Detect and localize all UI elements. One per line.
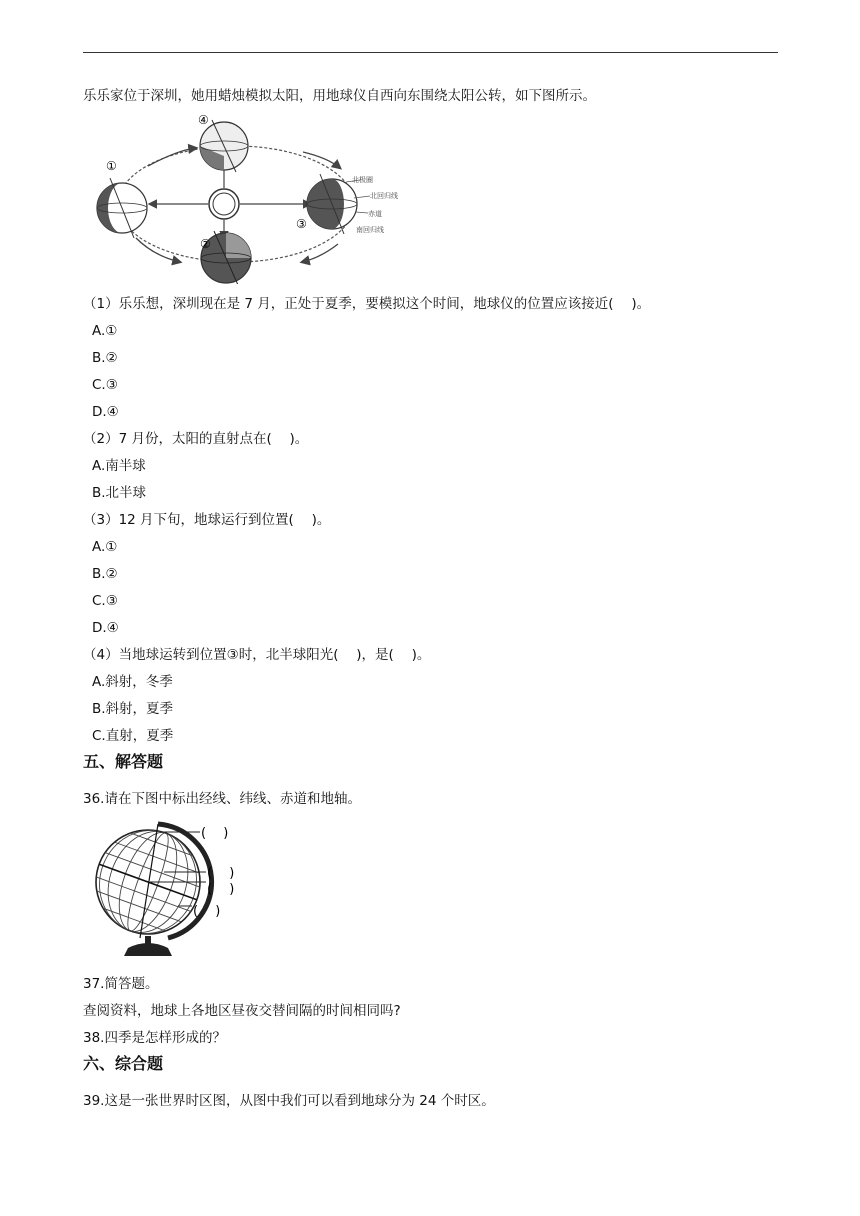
sun-icon — [209, 189, 239, 219]
pos4-label: ④ — [198, 113, 209, 127]
tropic-capricorn-label: 南回归线 — [356, 226, 384, 234]
q1-option-b[interactable]: B.② — [92, 350, 118, 366]
q3-option-b[interactable]: B.② — [92, 566, 118, 582]
arctic-circle-label: 北极圈 — [352, 176, 373, 184]
earth-position-3 — [307, 174, 357, 234]
tropic-cancer-label: 北回归线 — [370, 192, 398, 200]
q36-stem: 36.请在下图中标出经线、纬线、赤道和地轴。 — [83, 791, 361, 807]
globe-blank-2[interactable]: ( ) — [207, 866, 235, 881]
q4-option-b[interactable]: B.斜射，夏季 — [92, 701, 174, 717]
q3-option-c[interactable]: C.③ — [92, 593, 118, 609]
q39-stem: 39.这是一张世界时区图，从图中我们可以看到地球分为 24 个时区。 — [83, 1093, 495, 1109]
earth-position-4 — [200, 120, 248, 172]
pos3-label: ③ — [296, 217, 307, 231]
q1-option-c[interactable]: C.③ — [92, 377, 118, 393]
q4-option-c[interactable]: C.直射，夏季 — [92, 728, 174, 744]
q37-stem: 37.简答题。 — [83, 976, 159, 992]
pos2-label: ② — [200, 237, 211, 251]
pos1-label: ① — [106, 159, 117, 173]
earth-position-1 — [97, 178, 147, 238]
globe-diagram — [88, 820, 268, 964]
q1-option-a[interactable]: A.① — [92, 323, 118, 339]
q1-stem: （1）乐乐想，深圳现在是 7 月，正处于夏季，要模拟这个时间，地球仪的位置应该接近( )。 — [83, 296, 651, 312]
q38-stem: 38.四季是怎样形成的？ — [83, 1030, 226, 1046]
section-6-heading: 六、综合题 — [83, 1054, 164, 1073]
header-rule — [83, 52, 778, 53]
q2-option-b[interactable]: B.北半球 — [92, 485, 147, 501]
q4-stem: （4）当地球运转到位置③时，北半球阳光( )，是( )。 — [83, 647, 431, 663]
section-5-heading: 五、解答题 — [83, 752, 164, 771]
q4-option-a[interactable]: A.斜射，冬季 — [92, 674, 173, 690]
q2-stem: （2）7 月份，太阳的直射点在( )。 — [83, 431, 309, 447]
globe-blank-3[interactable]: ( ) — [207, 882, 235, 897]
intro-text: 乐乐家位于深圳，她用蜡烛模拟太阳，用地球仪自西向东围绕太阳公转，如下图所示。 — [83, 88, 596, 104]
q3-stem: （3）12 月下旬，地球运行到位置( )。 — [83, 512, 331, 528]
q3-option-a[interactable]: A.① — [92, 539, 118, 555]
globe-blank-1[interactable]: ( ) — [201, 826, 229, 841]
q3-option-d[interactable]: D.④ — [92, 620, 119, 636]
orbit-diagram — [88, 112, 418, 284]
q2-option-a[interactable]: A.南半球 — [92, 458, 146, 474]
q1-option-d[interactable]: D.④ — [92, 404, 119, 420]
equator-label: 赤道 — [368, 210, 382, 218]
globe-blank-4[interactable]: ( ) — [193, 904, 221, 919]
q37-text: 查阅资料，地球上各地区昼夜交替间隔的时间相同吗? — [83, 1003, 401, 1019]
